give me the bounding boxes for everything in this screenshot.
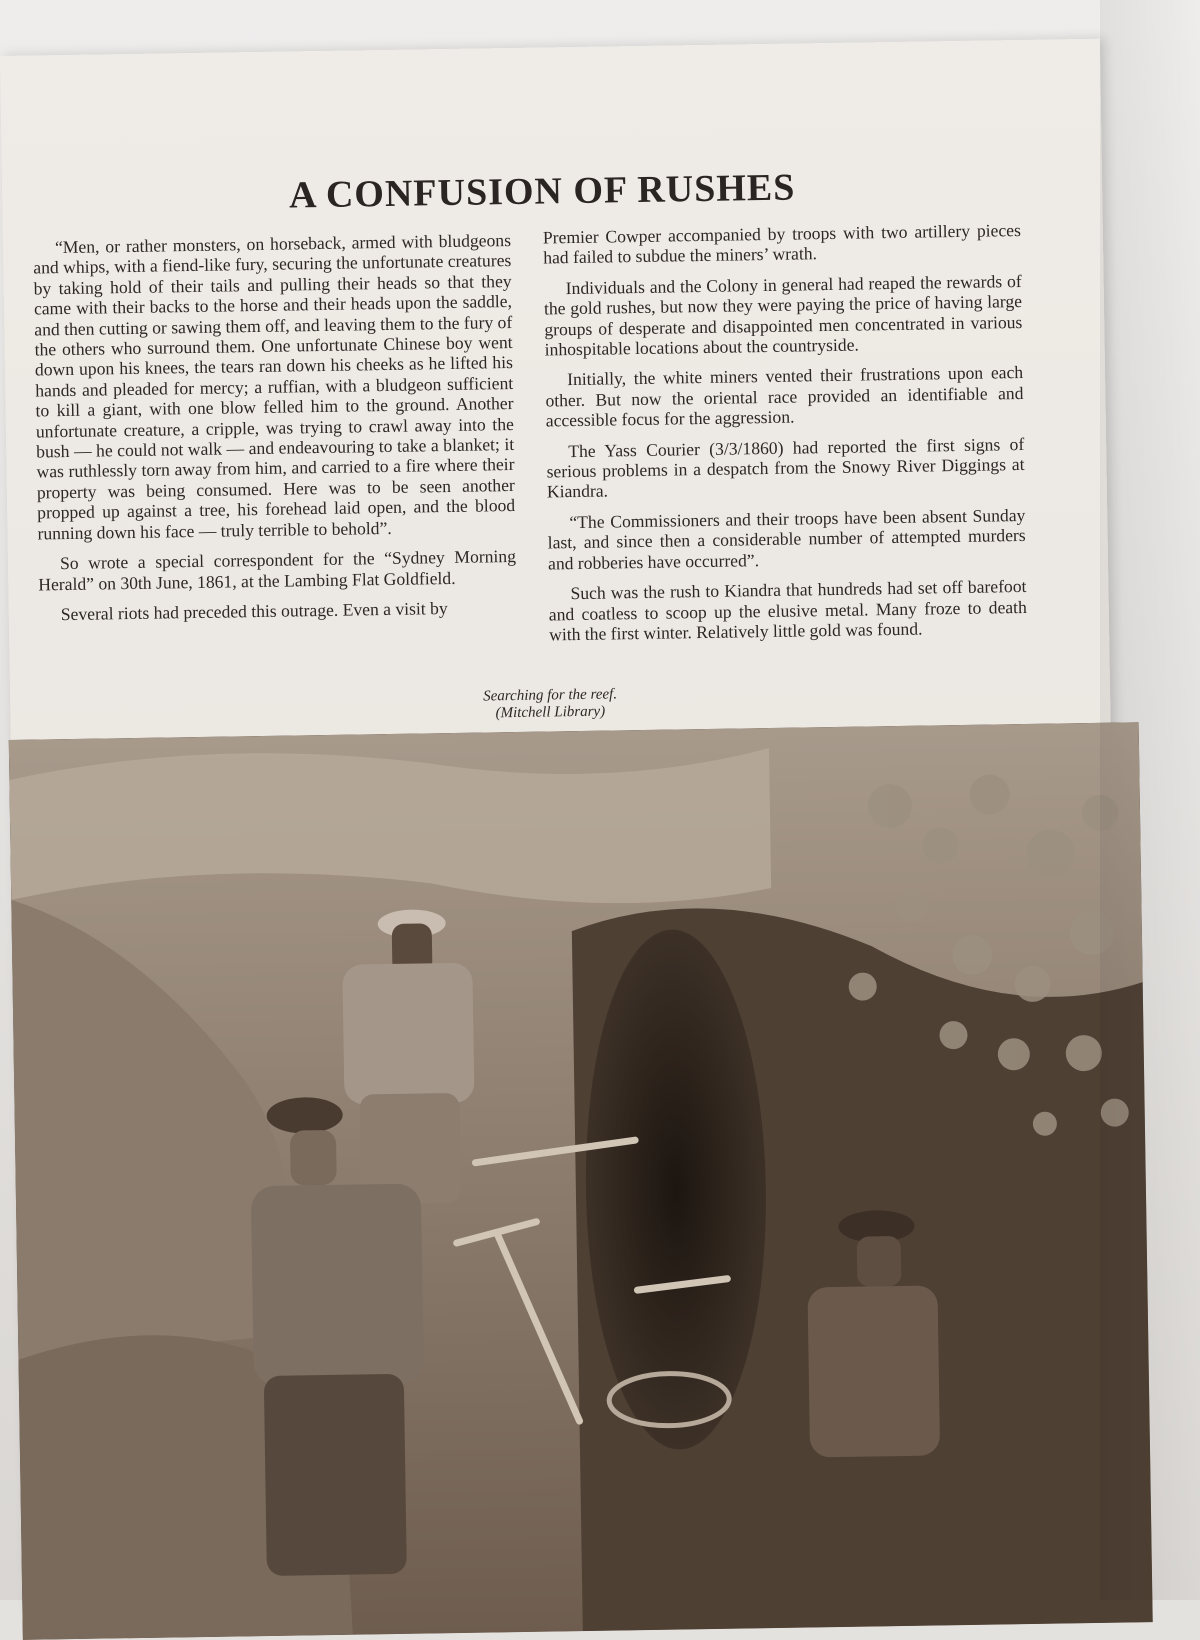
caption-credit: (Mitchell Library) [495, 703, 606, 722]
caption-title: Searching for the reef. [483, 686, 618, 705]
paragraph: So wrote a special correspondent for the “Sydney Morning Herald” on 30th June, 1861, at the Lambing Flat Goldfield. [38, 546, 517, 594]
historic-photograph [9, 722, 1153, 1640]
paragraph: “Men, or rather monsters, on horseback, armed with bludgeons and whips, with a fiend-like fury, securing the unfortunate creatures by taking hold of their tails and pulling their heads so that they came with their backs to the horse and their heads upon the saddle, and then cutting or sawing them off, and leaving them to the fury of the others who surround them. One unfortunate Chinese boy went down upon his knees, the tears ran down his cheeks as he lifted his hands and pleaded for mercy; a ruffian, with a bludgeon sufficient to kill a giant, with one blow felled him to the ground. Another unfortunate creature, a cripple, was trying to crawl away into the bush — he could not walk — and endeavouring to take a blanket; it was ruthlessly torn away from him, and carried to a fire where their property was being consumed. Here was to be seen another propped up against a tree, his forehead laid open, and the blood running down his face — truly terrible to behold”. [33, 229, 516, 544]
paragraph: Initially, the white miners vented their frustrations upon each other. But now the oriental race provided an identifiable and accessible focus for the aggression. [545, 362, 1024, 431]
page-title: A CONFUSION OF RUSHES [288, 166, 796, 217]
page-edge-shadow [1100, 0, 1200, 1600]
paragraph: Individuals and the Colony in general had reaped the rewards of the gold rushes, but now they were paying the price of having large groups of desperate and disappointed men concentrated in various inhospitable locations about the countryside. [543, 270, 1023, 360]
paragraph: Such was the rush to Kiandra that hundreds had set off barefoot and coatless to scoop up the elusive metal. Many froze to death with the first winter. Relatively little gold was found. [548, 576, 1027, 645]
paragraph: Premier Cowper accompanied by troops with two artillery pieces had failed to subdue the miners’ wrath. [542, 219, 1022, 268]
miners-photo-illustration [9, 722, 1153, 1640]
left-column [33, 230, 517, 635]
photo-caption [450, 686, 651, 723]
paragraph: The Yass Courier (3/3/1860) had reported the first signs of serious problems in a despatch from the Snowy River Diggings at Kiandra. [546, 433, 1025, 502]
right-column [543, 220, 1028, 655]
paragraph: “The Commissioners and their troops have been absent Sunday last, and since then a considerable number of attempted murders and robberies have occurred”. [547, 504, 1026, 574]
paragraph: Several riots had preceded this outrage. Even a visit by [60, 597, 448, 625]
book-page [0, 39, 1124, 1616]
